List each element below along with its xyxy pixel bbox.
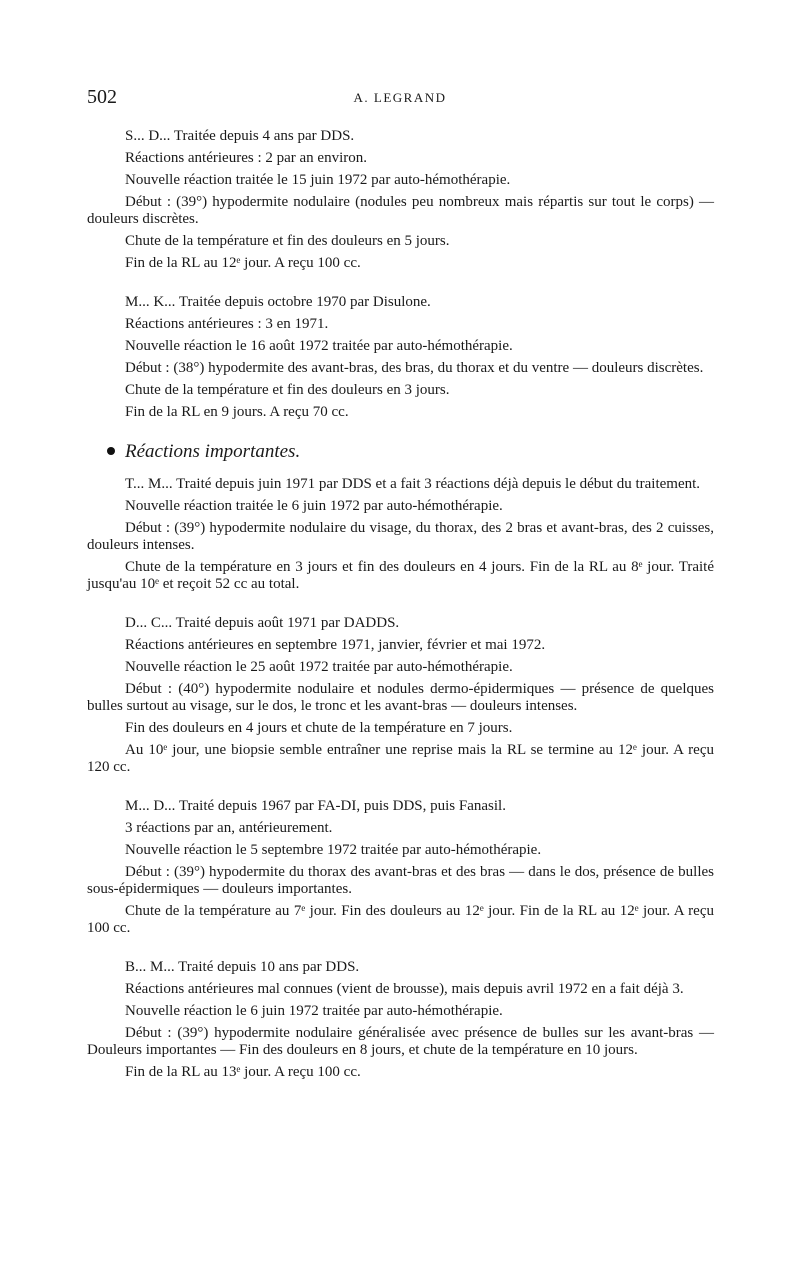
case-paragraph: Au 10ᵉ jour, une biopsie semble entraîner une reprise mais la RL se termine au 12ᵉ jour. A reçu 120 cc. [87, 742, 714, 775]
running-author: A. LEGRAND [353, 90, 447, 105]
case-paragraph: Nouvelle réaction le 5 septembre 1972 traitée par auto-hémothérapie. [125, 842, 542, 858]
section-heading-text: Réactions importantes. [125, 441, 301, 462]
case-paragraph: Réactions antérieures : 2 par an environ. [125, 150, 367, 166]
case-paragraph: Réactions antérieures mal connues (vient de brousse), mais depuis avril 1972 en a fait déjà 3. [125, 981, 684, 997]
bullet-icon [107, 447, 115, 455]
page-number: 502 [87, 86, 117, 108]
case-block [87, 959, 714, 1081]
case-paragraph: M... K... Traitée depuis octobre 1970 par Disulone. [125, 294, 431, 310]
case-paragraph: M... D... Traité depuis 1967 par FA-DI, puis DDS, puis Fanasil. [125, 798, 506, 814]
case-block [87, 615, 714, 776]
page-body [87, 128, 714, 1103]
case-paragraph: T... M... Traité depuis juin 1971 par DDS et a fait 3 réactions déjà depuis le début du traitement. [125, 476, 701, 492]
case-paragraph: Début : (39°) hypodermite nodulaire du visage, du thorax, des 2 bras et avant-bras, des 2 cuisses, douleurs intenses. [87, 520, 714, 553]
case-block [87, 798, 714, 937]
case-paragraph: Début : (40°) hypodermite nodulaire et nodules dermo-épidermiques — présence de quelques bulles surtout au visage, sur le dos, le tronc et les avant-bras — douleurs intenses. [87, 681, 714, 714]
case-paragraph: Début : (39°) hypodermite nodulaire (nodules peu nombreux mais répartis sur tout le corps) — douleurs discrètes. [87, 194, 714, 227]
case-paragraph: Chute de la température en 3 jours et fin des douleurs en 4 jours. Fin de la RL au 8ᵉ jour. Traité jusqu'au 10ᵉ et reçoit 52 cc au total. [87, 559, 714, 592]
moderate-cases [87, 128, 714, 421]
case-paragraph: Chute de la température et fin des douleurs en 5 jours. [125, 233, 450, 249]
case-paragraph: Fin des douleurs en 4 jours et chute de la température en 7 jours. [125, 720, 513, 736]
case-paragraph: Fin de la RL au 12ᵉ jour. A reçu 100 cc. [125, 255, 361, 271]
case-paragraph: Fin de la RL au 13ᵉ jour. A reçu 100 cc. [125, 1064, 361, 1080]
case-paragraph: Nouvelle réaction le 16 août 1972 traitée par auto-hémothérapie. [125, 338, 513, 354]
case-block [87, 294, 714, 421]
case-paragraph: Réactions antérieures en septembre 1971, janvier, février et mai 1972. [125, 637, 546, 653]
case-block [87, 128, 714, 272]
case-paragraph: B... M... Traité depuis 10 ans par DDS. [125, 959, 360, 975]
case-paragraph: Chute de la température au 7ᵉ jour. Fin des douleurs au 12ᵉ jour. Fin de la RL au 12ᵉ jour. A reçu 100 cc. [87, 903, 714, 936]
case-paragraph: Nouvelle réaction le 6 juin 1972 traitée par auto-hémothérapie. [125, 1003, 503, 1019]
case-paragraph: Début : (39°) hypodermite nodulaire généralisée avec présence de bulles sur les avant-bras — Douleurs importantes — Fin des douleurs en 8 jours, et chute de la température en 10 jours. [87, 1025, 714, 1058]
case-paragraph: Nouvelle réaction traitée le 6 juin 1972 par auto-hémothérapie. [125, 498, 503, 514]
section-heading [107, 443, 714, 460]
case-paragraph: Fin de la RL en 9 jours. A reçu 70 cc. [125, 404, 349, 420]
page-header [87, 86, 713, 112]
case-paragraph: Début : (39°) hypodermite du thorax des avant-bras et des bras — dans le dos, présence de bulles sous-épidermiques — douleurs importantes. [87, 864, 714, 897]
case-paragraph: 3 réactions par an, antérieurement. [125, 820, 333, 836]
case-block [87, 476, 714, 593]
case-paragraph: Nouvelle réaction traitée le 15 juin 1972 par auto-hémothérapie. [125, 172, 511, 188]
case-paragraph: Début : (38°) hypodermite des avant-bras, des bras, du thorax et du ventre — douleurs discrètes. [125, 360, 704, 376]
case-paragraph: S... D... Traitée depuis 4 ans par DDS. [125, 128, 355, 144]
case-paragraph: Chute de la température et fin des douleurs en 3 jours. [125, 382, 450, 398]
case-paragraph: D... C... Traité depuis août 1971 par DADDS. [125, 615, 400, 631]
case-paragraph: Réactions antérieures : 3 en 1971. [125, 316, 329, 332]
important-cases [87, 476, 714, 1081]
case-paragraph: Nouvelle réaction le 25 août 1972 traitée par auto-hémothérapie. [125, 659, 513, 675]
